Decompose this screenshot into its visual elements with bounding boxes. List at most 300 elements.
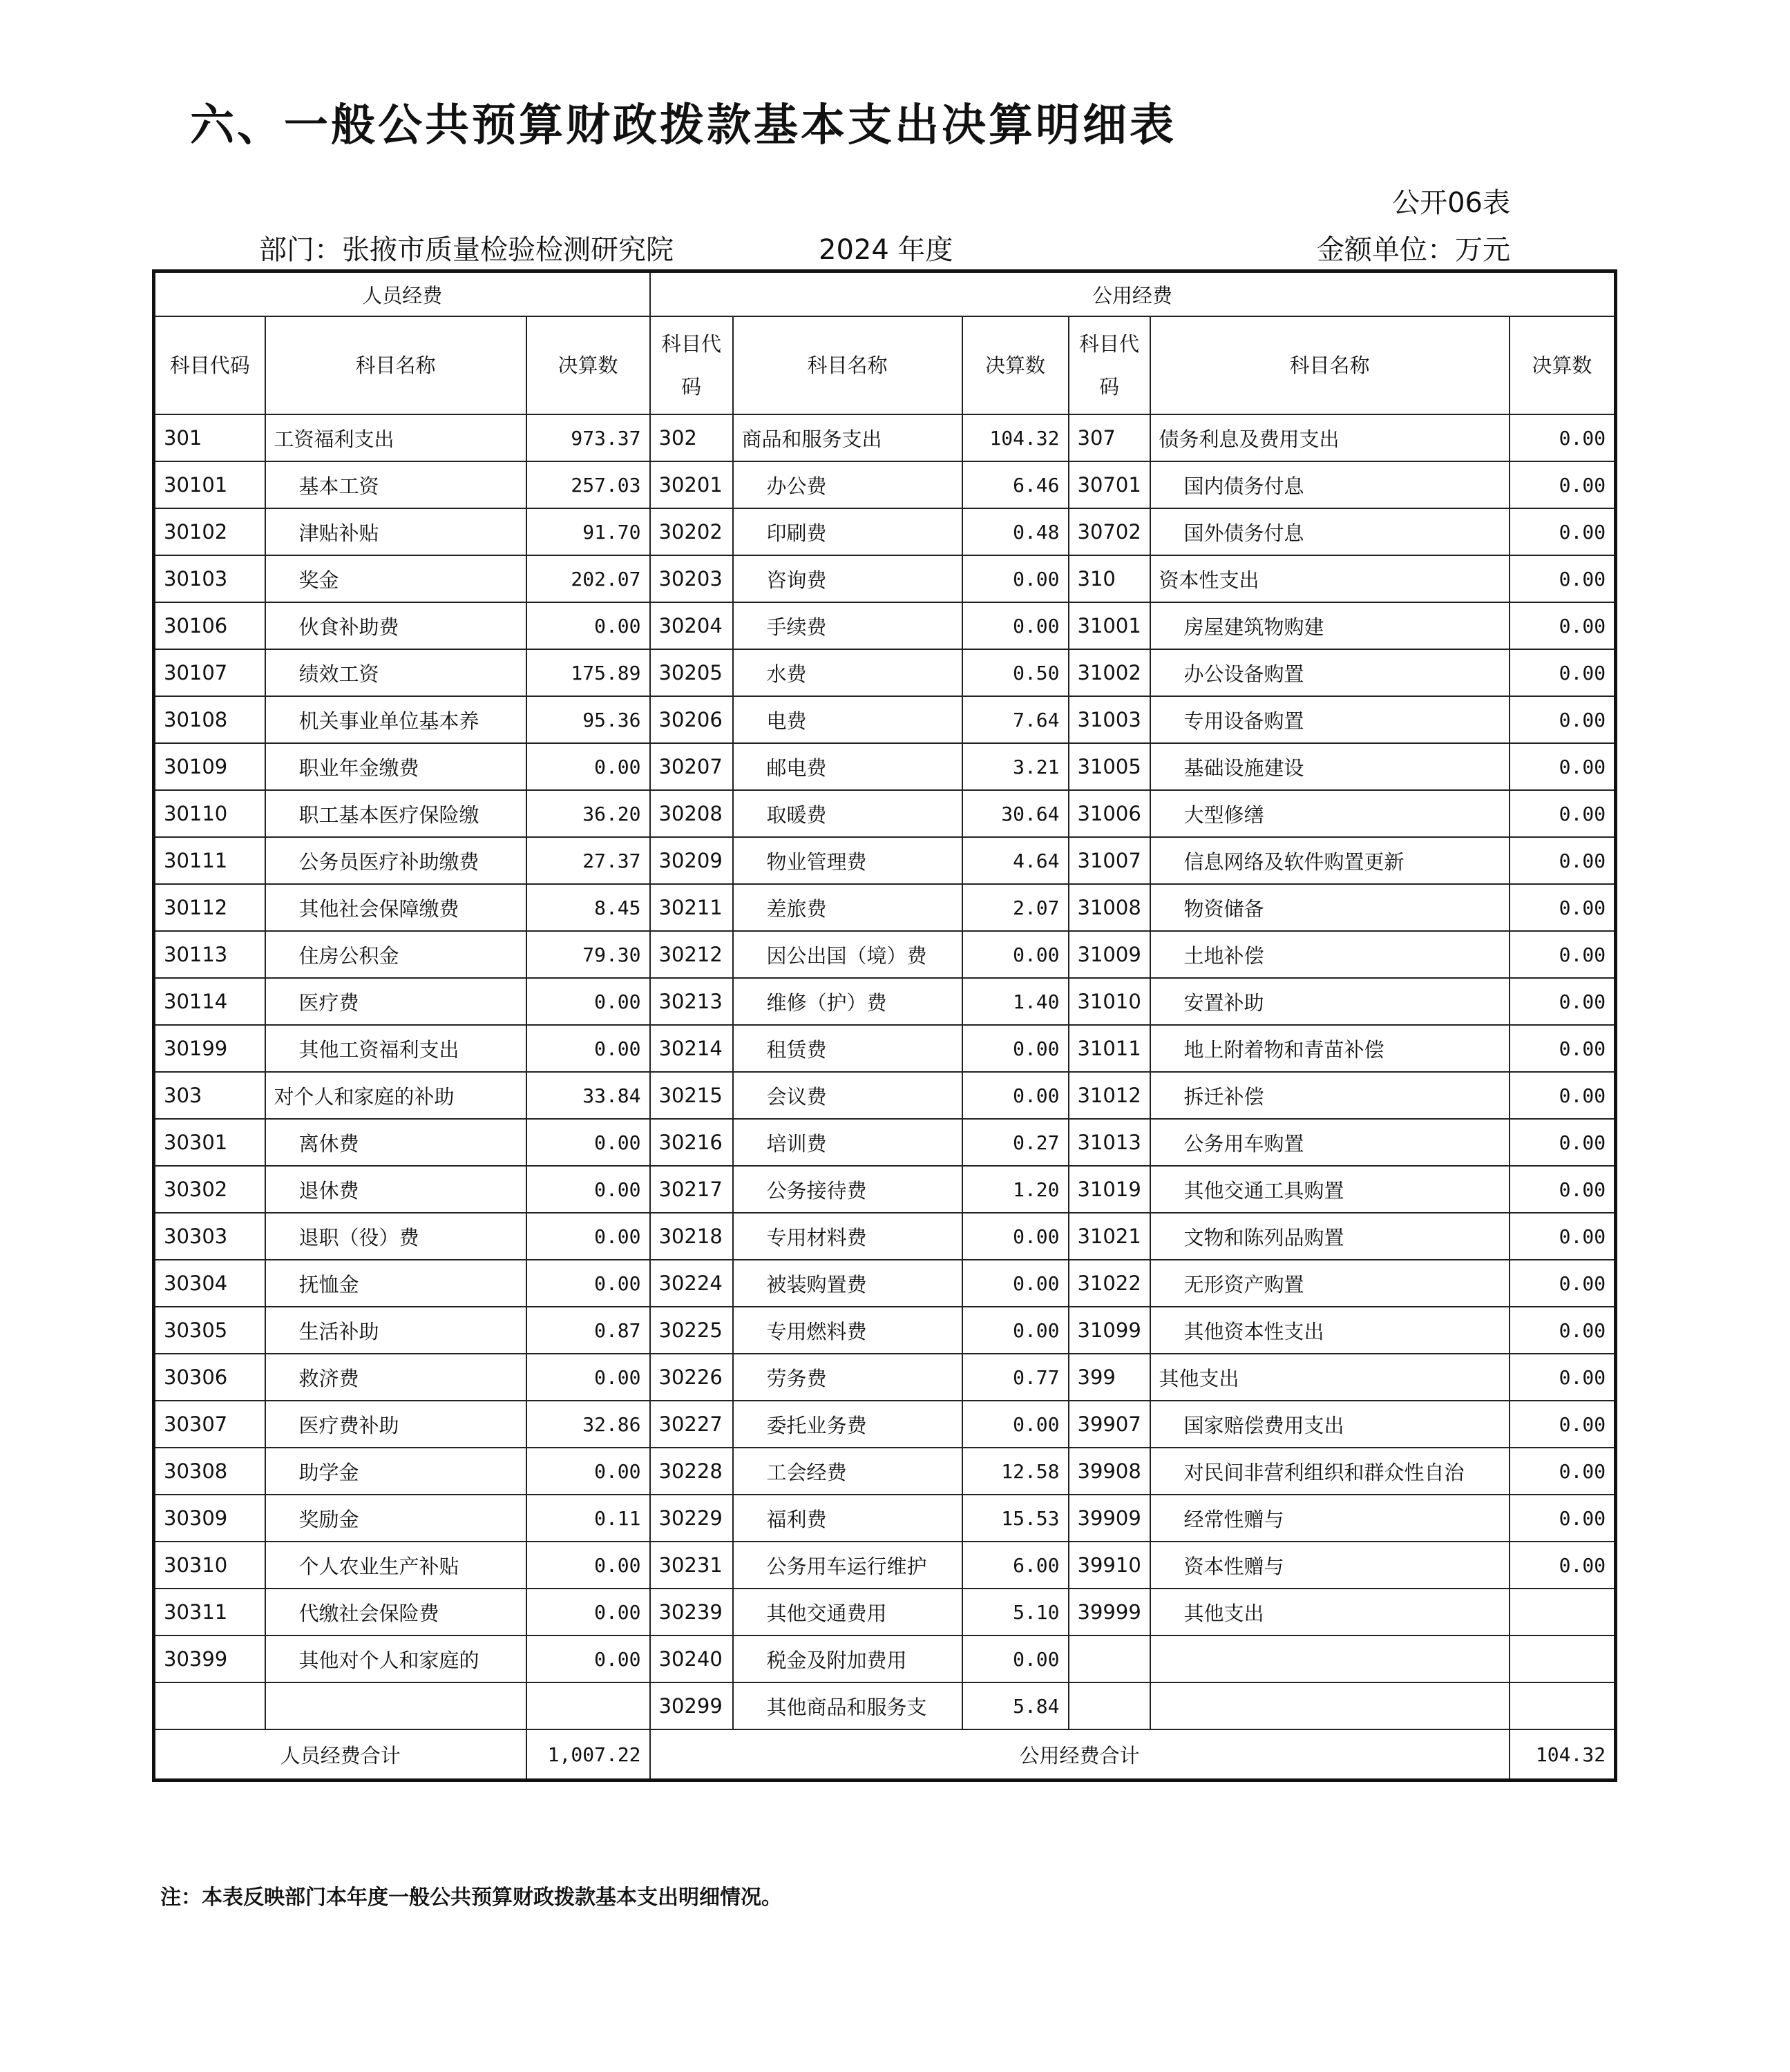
subject-name-cell: 基础设施建设 [1150,743,1510,790]
amount-cell: 5.10 [962,1589,1069,1635]
subject-name-cell: 奖金 [265,555,526,602]
subject-code-cell [154,1682,265,1729]
amount-cell [1510,1682,1616,1729]
subject-name-cell: 委托业务费 [733,1401,962,1448]
subject-code-cell: 307 [1069,414,1150,461]
subject-name-cell: 差旅费 [733,884,962,931]
subject-code-cell: 30217 [650,1166,733,1213]
subject-name-cell: 对民间非营利组织和群众性自治 [1150,1448,1510,1495]
table-row [154,1166,1616,1213]
amount-cell: 5.84 [962,1682,1069,1729]
subject-code-cell: 31022 [1069,1260,1150,1307]
amount-cell: 0.50 [962,649,1069,696]
subject-name-cell: 其他商品和服务支 [733,1682,962,1729]
amount-cell [526,1682,650,1729]
amount-cell: 0.00 [1510,1025,1616,1072]
subject-name-cell: 资本性赠与 [1150,1542,1510,1589]
amount-cell: 104.32 [962,414,1069,461]
amount-cell: 0.00 [962,1213,1069,1260]
subject-code-cell: 30202 [650,508,733,555]
amount-cell: 0.00 [1510,1166,1616,1213]
amount-cell: 0.00 [526,743,650,790]
subject-code-cell [1069,1635,1150,1682]
subject-name-cell: 抚恤金 [265,1260,526,1307]
subject-name-cell: 办公设备购置 [1150,649,1510,696]
amount-cell: 0.00 [1510,790,1616,837]
subject-code-cell: 30101 [154,461,265,508]
subject-code-cell: 31001 [1069,602,1150,649]
subject-code-cell: 30212 [650,931,733,978]
subject-name-cell: 其他支出 [1150,1589,1510,1635]
subject-name-cell: 基本工资 [265,461,526,508]
subject-name-cell: 生活补助 [265,1307,526,1354]
subject-code-cell: 39999 [1069,1589,1150,1635]
amount-cell: 0.00 [962,1025,1069,1072]
subject-name-cell: 伙食补助费 [265,602,526,649]
subject-code-cell: 31019 [1069,1166,1150,1213]
subject-code-cell: 39907 [1069,1401,1150,1448]
subject-code-cell: 31005 [1069,743,1150,790]
subject-code-cell: 30229 [650,1495,733,1542]
table-row [154,1401,1616,1448]
amount-cell: 33.84 [526,1072,650,1119]
table-row [154,649,1616,696]
subject-name-cell: 职工基本医疗保险缴 [265,790,526,837]
public-total-label: 公用经费合计 [650,1729,1510,1781]
subject-name-cell: 其他对个人和家庭的 [265,1635,526,1682]
amount-cell: 0.00 [526,602,650,649]
subject-name-cell: 印刷费 [733,508,962,555]
subject-name-cell: 信息网络及软件购置更新 [1150,837,1510,884]
subject-code-cell: 30299 [650,1682,733,1729]
table-row [154,508,1616,555]
subject-name-cell: 咨询费 [733,555,962,602]
column-header-row [154,316,1616,414]
subject-code-cell: 31013 [1069,1119,1150,1166]
subject-name-cell: 职业年金缴费 [265,743,526,790]
amount-cell: 0.00 [526,1589,650,1635]
subject-name-cell: 个人农业生产补贴 [265,1542,526,1589]
amount-cell: 36.20 [526,790,650,837]
subject-name-cell: 办公费 [733,461,962,508]
amount-cell: 8.45 [526,884,650,931]
expenditure-table [152,269,1617,1782]
subject-name-cell: 公务用车购置 [1150,1119,1510,1166]
amount-cell: 0.00 [1510,1354,1616,1401]
amount-cell: 0.00 [526,1635,650,1682]
header-amount: 决算数 [962,316,1069,414]
page-title: 六、一般公共预算财政拨款基本支出决算明细表 [190,100,1177,151]
amount-cell: 0.00 [1510,649,1616,696]
amount-cell: 0.00 [962,931,1069,978]
table-row [154,743,1616,790]
subject-name-cell: 债务利息及费用支出 [1150,414,1510,461]
subject-code-cell: 399 [1069,1354,1150,1401]
amount-cell: 1.40 [962,978,1069,1025]
amount-cell: 0.00 [526,1260,650,1307]
amount-cell: 0.00 [1510,1448,1616,1495]
subject-name-cell: 税金及附加费用 [733,1635,962,1682]
subject-code-cell: 31099 [1069,1307,1150,1354]
subject-name-cell: 水费 [733,649,962,696]
amount-cell: 0.00 [962,1072,1069,1119]
subject-name-cell: 物资储备 [1150,884,1510,931]
subject-code-cell: 30206 [650,696,733,743]
subject-name-cell: 退职（役）费 [265,1213,526,1260]
amount-cell: 0.00 [962,555,1069,602]
subject-code-cell: 30701 [1069,461,1150,508]
subject-code-cell: 30107 [154,649,265,696]
subject-name-cell: 经常性赠与 [1150,1495,1510,1542]
subject-name-cell: 医疗费补助 [265,1401,526,1448]
subject-code-cell: 30108 [154,696,265,743]
subject-code-cell: 30211 [650,884,733,931]
subject-name-cell: 物业管理费 [733,837,962,884]
amount-cell: 0.00 [1510,1307,1616,1354]
subject-code-cell: 30109 [154,743,265,790]
amount-cell: 0.48 [962,508,1069,555]
subject-code-cell: 31021 [1069,1213,1150,1260]
amount-cell: 0.00 [526,1354,650,1401]
subject-name-cell: 绩效工资 [265,649,526,696]
subject-code-cell: 30201 [650,461,733,508]
subject-code-cell: 30301 [154,1119,265,1166]
subject-code-cell: 303 [154,1072,265,1119]
subject-code-cell: 30310 [154,1542,265,1589]
subject-name-cell: 其他交通费用 [733,1589,962,1635]
table-row [154,1448,1616,1495]
amount-cell [1510,1589,1616,1635]
subject-name-cell: 商品和服务支出 [733,414,962,461]
amount-cell: 0.87 [526,1307,650,1354]
subject-name-cell: 土地补偿 [1150,931,1510,978]
amount-cell: 6.46 [962,461,1069,508]
subject-code-cell: 39908 [1069,1448,1150,1495]
header-name: 科目名称 [733,316,962,414]
amount-cell: 1.20 [962,1166,1069,1213]
subject-name-cell: 离休费 [265,1119,526,1166]
subject-name-cell: 公务用车运行维护 [733,1542,962,1589]
table-row [154,1307,1616,1354]
amount-cell: 15.53 [962,1495,1069,1542]
amount-cell: 0.00 [1510,602,1616,649]
header-amount: 决算数 [526,316,650,414]
subject-code-cell: 30203 [650,555,733,602]
subject-name-cell [1150,1635,1510,1682]
personnel-total-value: 1,007.22 [526,1729,650,1781]
subject-code-cell: 39909 [1069,1495,1150,1542]
unit-label: 金额单位：万元 [1317,234,1510,266]
amount-cell: 0.00 [1510,696,1616,743]
amount-cell: 32.86 [526,1401,650,1448]
subject-code-cell: 30311 [154,1589,265,1635]
subject-name-cell: 无形资产购置 [1150,1260,1510,1307]
subject-code-cell: 30231 [650,1542,733,1589]
subject-name-cell [1150,1682,1510,1729]
subject-name-cell: 其他工资福利支出 [265,1025,526,1072]
subject-code-cell: 310 [1069,555,1150,602]
department-label: 部门：张掖市质量检验检测研究院 [259,234,674,266]
header-code: 科目代码 [154,316,265,414]
table-row [154,837,1616,884]
subject-code-cell: 31008 [1069,884,1150,931]
subject-code-cell: 31012 [1069,1072,1150,1119]
amount-cell: 2.07 [962,884,1069,931]
section-public: 公用经费 [650,271,1616,317]
subject-code-cell: 30114 [154,978,265,1025]
subject-code-cell: 30110 [154,790,265,837]
amount-cell: 0.00 [1510,1542,1616,1589]
amount-cell: 91.70 [526,508,650,555]
subject-name-cell: 国内债务付息 [1150,461,1510,508]
subject-code-cell: 30215 [650,1072,733,1119]
amount-cell: 0.00 [526,1166,650,1213]
amount-cell: 0.11 [526,1495,650,1542]
subject-name-cell: 培训费 [733,1119,962,1166]
subject-name-cell: 房屋建筑物购建 [1150,602,1510,649]
subject-name-cell: 手续费 [733,602,962,649]
subject-code-cell: 30199 [154,1025,265,1072]
table-row [154,1213,1616,1260]
amount-cell: 0.00 [1510,461,1616,508]
subject-name-cell: 其他资本性支出 [1150,1307,1510,1354]
amount-cell: 0.00 [1510,837,1616,884]
amount-cell: 973.37 [526,414,650,461]
totals-row [154,1729,1616,1781]
subject-name-cell [265,1682,526,1729]
amount-cell: 0.00 [1510,931,1616,978]
amount-cell: 0.27 [962,1119,1069,1166]
subject-name-cell: 专用燃料费 [733,1307,962,1354]
amount-cell: 7.64 [962,696,1069,743]
subject-code-cell: 30208 [650,790,733,837]
subject-code-cell: 30308 [154,1448,265,1495]
amount-cell: 27.37 [526,837,650,884]
amount-cell: 0.00 [1510,1119,1616,1166]
amount-cell: 0.00 [1510,1401,1616,1448]
table-row [154,696,1616,743]
header-code: 科目代码 [650,316,733,414]
subject-code-cell: 30102 [154,508,265,555]
subject-code-cell: 30106 [154,602,265,649]
subject-code-cell: 30218 [650,1213,733,1260]
subject-name-cell: 邮电费 [733,743,962,790]
form-number: 公开06表 [1392,187,1510,219]
subject-code-cell: 30112 [154,884,265,931]
header-amount: 决算数 [1510,316,1616,414]
amount-cell: 202.07 [526,555,650,602]
table-row [154,790,1616,837]
subject-name-cell: 机关事业单位基本养 [265,696,526,743]
subject-name-cell: 劳务费 [733,1354,962,1401]
subject-name-cell: 福利费 [733,1495,962,1542]
amount-cell: 0.00 [1510,508,1616,555]
amount-cell: 4.64 [962,837,1069,884]
section-personnel: 人员经费 [154,271,650,317]
amount-cell: 175.89 [526,649,650,696]
amount-cell: 0.00 [526,1025,650,1072]
subject-code-cell: 31011 [1069,1025,1150,1072]
subject-code-cell: 30204 [650,602,733,649]
subject-name-cell: 救济费 [265,1354,526,1401]
subject-name-cell: 安置补助 [1150,978,1510,1025]
subject-code-cell: 30309 [154,1495,265,1542]
subject-name-cell: 助学金 [265,1448,526,1495]
subject-code-cell: 30240 [650,1635,733,1682]
subject-code-cell: 31002 [1069,649,1150,696]
subject-name-cell: 电费 [733,696,962,743]
subject-code-cell: 30302 [154,1166,265,1213]
table-row [154,1542,1616,1589]
amount-cell: 257.03 [526,461,650,508]
amount-cell: 0.00 [1510,978,1616,1025]
subject-name-cell: 津贴补贴 [265,508,526,555]
subject-code-cell: 31003 [1069,696,1150,743]
subject-name-cell: 取暖费 [733,790,962,837]
amount-cell: 0.00 [962,1260,1069,1307]
subject-name-cell: 其他交通工具购置 [1150,1166,1510,1213]
amount-cell: 3.21 [962,743,1069,790]
subject-code-cell [1069,1682,1150,1729]
year-label: 2024 年度 [819,234,953,266]
subject-name-cell: 拆迁补偿 [1150,1072,1510,1119]
header-name: 科目名称 [265,316,526,414]
subject-name-cell: 地上附着物和青苗补偿 [1150,1025,1510,1072]
subject-code-cell: 30226 [650,1354,733,1401]
section-header-row [154,271,1616,317]
amount-cell: 0.00 [1510,884,1616,931]
subject-code-cell: 30205 [650,649,733,696]
subject-name-cell: 租赁费 [733,1025,962,1072]
table-row [154,1682,1616,1729]
amount-cell: 0.00 [1510,1260,1616,1307]
subject-name-cell: 因公出国（境）费 [733,931,962,978]
subject-name-cell: 专用材料费 [733,1213,962,1260]
subject-code-cell: 30228 [650,1448,733,1495]
table-row [154,555,1616,602]
amount-cell: 0.00 [1510,743,1616,790]
subject-code-cell: 30225 [650,1307,733,1354]
subject-code-cell: 30111 [154,837,265,884]
table-row [154,1072,1616,1119]
subject-code-cell: 30214 [650,1025,733,1072]
subject-code-cell: 31010 [1069,978,1150,1025]
table-row [154,461,1616,508]
header-code: 科目代码 [1069,316,1150,414]
subject-code-cell: 30103 [154,555,265,602]
subject-name-cell: 工资福利支出 [265,414,526,461]
amount-cell: 0.00 [526,978,650,1025]
amount-cell: 30.64 [962,790,1069,837]
amount-cell: 0.00 [962,1307,1069,1354]
subject-name-cell: 被装购置费 [733,1260,962,1307]
amount-cell: 0.00 [1510,414,1616,461]
public-total-value: 104.32 [1510,1729,1616,1781]
subject-code-cell: 30207 [650,743,733,790]
amount-cell: 0.00 [962,1635,1069,1682]
subject-code-cell: 30213 [650,978,733,1025]
subject-name-cell: 公务接待费 [733,1166,962,1213]
subject-code-cell: 30304 [154,1260,265,1307]
table-row [154,1495,1616,1542]
subject-name-cell: 大型修缮 [1150,790,1510,837]
subject-name-cell: 其他社会保障缴费 [265,884,526,931]
subject-name-cell: 资本性支出 [1150,555,1510,602]
amount-cell: 0.00 [1510,1213,1616,1260]
amount-cell: 0.77 [962,1354,1069,1401]
subject-name-cell: 会议费 [733,1072,962,1119]
table-row [154,414,1616,461]
subject-code-cell: 30209 [650,837,733,884]
footnote: 注：本表反映部门本年度一般公共预算财政拨款基本支出明细情况。 [160,1886,782,1910]
amount-cell: 0.00 [526,1448,650,1495]
subject-name-cell: 国家赔偿费用支出 [1150,1401,1510,1448]
amount-cell: 0.00 [526,1542,650,1589]
table-row [154,1635,1616,1682]
subject-name-cell: 奖励金 [265,1495,526,1542]
header-name: 科目名称 [1150,316,1510,414]
table-row [154,1119,1616,1166]
subject-name-cell: 工会经费 [733,1448,962,1495]
table-row [154,1025,1616,1072]
amount-cell: 0.00 [1510,1495,1616,1542]
table-row [154,978,1616,1025]
subject-code-cell: 30224 [650,1260,733,1307]
subject-code-cell: 31009 [1069,931,1150,978]
subject-name-cell: 公务员医疗补助缴费 [265,837,526,884]
amount-cell: 95.36 [526,696,650,743]
subject-name-cell: 医疗费 [265,978,526,1025]
subject-code-cell: 30306 [154,1354,265,1401]
subject-code-cell: 30216 [650,1119,733,1166]
subject-code-cell: 30227 [650,1401,733,1448]
subject-code-cell: 30239 [650,1589,733,1635]
subject-name-cell: 专用设备购置 [1150,696,1510,743]
amount-cell: 0.00 [962,1401,1069,1448]
subject-name-cell: 代缴社会保险费 [265,1589,526,1635]
table-row [154,602,1616,649]
subject-code-cell: 31007 [1069,837,1150,884]
subject-name-cell: 对个人和家庭的补助 [265,1072,526,1119]
table-row [154,884,1616,931]
subject-name-cell: 文物和陈列品购置 [1150,1213,1510,1260]
subject-code-cell: 39910 [1069,1542,1150,1589]
amount-cell: 79.30 [526,931,650,978]
amount-cell: 6.00 [962,1542,1069,1589]
table-row [154,931,1616,978]
amount-cell: 0.00 [526,1213,650,1260]
subject-code-cell: 301 [154,414,265,461]
table-row [154,1354,1616,1401]
subject-name-cell: 住房公积金 [265,931,526,978]
table-row [154,1589,1616,1635]
personnel-total-label: 人员经费合计 [154,1729,526,1781]
amount-cell [1510,1635,1616,1682]
amount-cell: 12.58 [962,1448,1069,1495]
subject-code-cell: 30399 [154,1635,265,1682]
subject-code-cell: 30702 [1069,508,1150,555]
subject-code-cell: 30307 [154,1401,265,1448]
amount-cell: 0.00 [1510,555,1616,602]
subject-name-cell: 退休费 [265,1166,526,1213]
table-row [154,1260,1616,1307]
subject-name-cell: 国外债务付息 [1150,508,1510,555]
subject-code-cell: 30113 [154,931,265,978]
subject-code-cell: 30303 [154,1213,265,1260]
subject-code-cell: 31006 [1069,790,1150,837]
amount-cell: 0.00 [526,1119,650,1166]
subject-code-cell: 30305 [154,1307,265,1354]
